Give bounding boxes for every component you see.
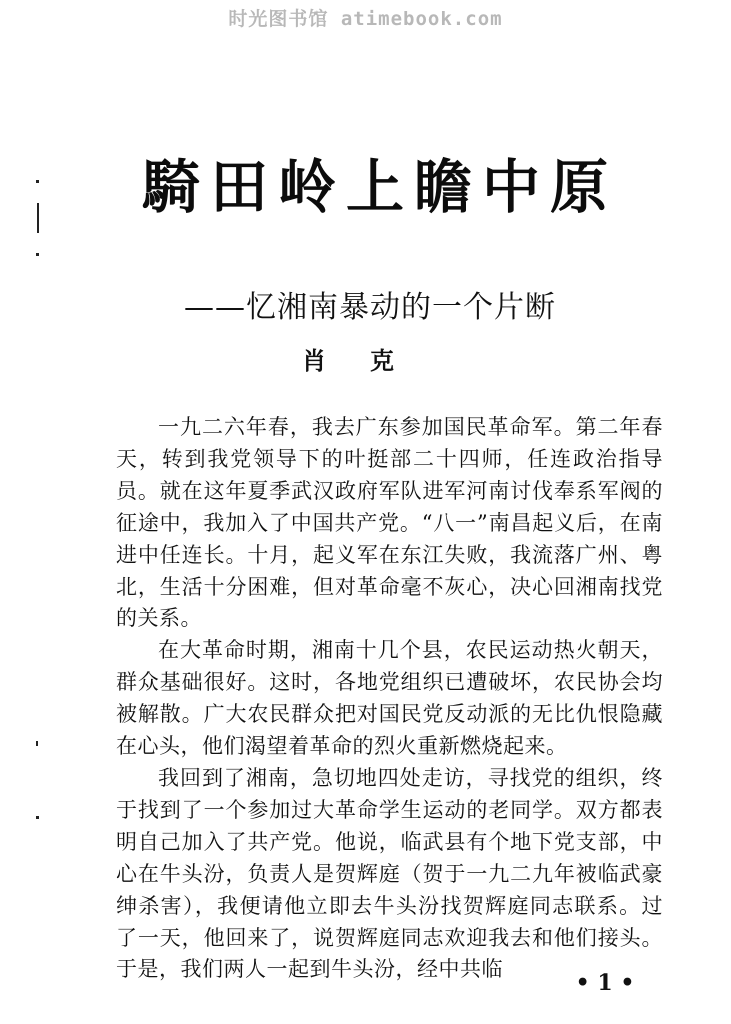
margin-mark-line bbox=[37, 203, 39, 233]
margin-mark-tick bbox=[36, 816, 39, 819]
paragraph: 我回到了湘南，急切地四处走访，寻找党的组织，终于找到了一个参加过大革命学生运动的老同学。双方都表明自己加入了共产党。他说，临武县有个地下党支部，中心在牛头汾，负责人是贺辉庭（贺于一九二九年被临武豪绅杀害），我便请他立即去牛头汾找贺辉庭同志联系。过了一天，他回来了，说贺辉庭同志欢迎我去和他们接头。于是，我们两人一起到牛头汾，经中共临 bbox=[116, 765, 663, 982]
page-number: • 1 • bbox=[575, 970, 635, 996]
author-name: 肖克 bbox=[302, 346, 438, 375]
margin-mark-tick bbox=[36, 741, 38, 746]
page-title: 騎田岭上瞻中原 bbox=[141, 153, 618, 221]
paragraph: 一九二六年春，我去广东参加国民革命军。第二年春天，转到我党领导下的叶挺部二十四师，任连政治指导员。就在这年夏季武汉政府军队进军河南讨伐奉系军阀的征途中，我加入了中国共产党。“八一”南昌起义后，在南进中任连长。十月，起义军在东江失败，我流落广州、粤北，生活十分困难，但对革命毫不灰心，决心回湘南找党的关系。 bbox=[116, 415, 663, 631]
subtitle: ——忆湘南暴动的一个片断 bbox=[184, 290, 556, 325]
watermark: 时光图书馆 atimebook.com bbox=[228, 8, 503, 30]
margin-mark-dot bbox=[36, 253, 39, 256]
paragraph: 在大革命时期，湘南十几个县，农民运动热火朝天，群众基础很好。这时，各地党组织已遭破坏，农民协会均被解散。广大农民群众把对国民党反动派的无比仇恨隐藏在心头，他们渴望着革命的烈火重新燃烧起来。 bbox=[116, 638, 663, 759]
body-text bbox=[116, 412, 663, 986]
margin-mark-dot bbox=[36, 180, 39, 183]
